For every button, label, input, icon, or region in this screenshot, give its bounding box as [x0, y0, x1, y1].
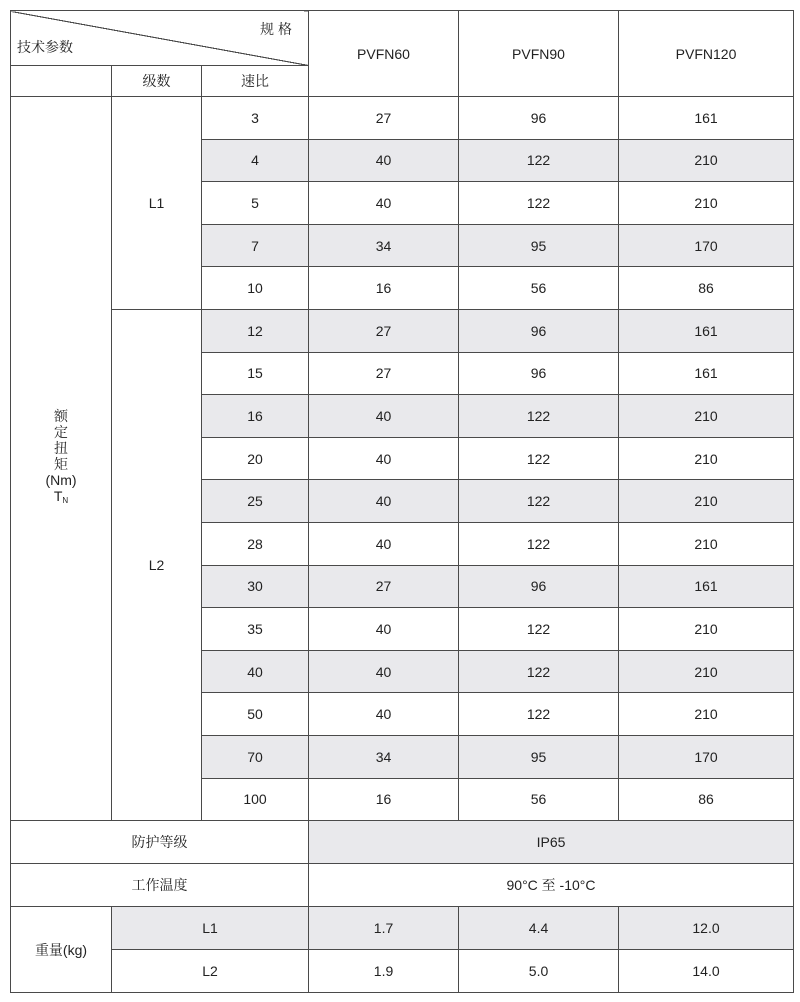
torque-value-cell: 161 — [619, 309, 794, 352]
torque-value-cell: 161 — [619, 97, 794, 140]
torque-value-cell: 27 — [309, 97, 459, 140]
ratio-cell: 40 — [202, 650, 309, 693]
weight-row — [11, 907, 794, 950]
torque-value-cell: 170 — [619, 224, 794, 267]
torque-value-cell: 27 — [309, 352, 459, 395]
torque-label-cell — [11, 97, 112, 821]
weight-value-cell: 4.4 — [459, 907, 619, 950]
torque-value-cell: 16 — [309, 267, 459, 310]
torque-value-cell: 210 — [619, 522, 794, 565]
ratio-cell: 100 — [202, 778, 309, 821]
ratio-cell: 20 — [202, 437, 309, 480]
model-header-3: PVFN120 — [619, 11, 794, 97]
torque-symbol-sub: N — [62, 496, 69, 506]
torque-value-cell: 40 — [309, 395, 459, 438]
torque-value-cell: 122 — [459, 182, 619, 225]
torque-value-cell: 40 — [309, 480, 459, 523]
torque-unit: (Nm) — [45, 472, 77, 489]
torque-value-cell: 210 — [619, 182, 794, 225]
temperature-row — [11, 864, 794, 907]
corner-spec-label: 规格 — [260, 21, 297, 37]
model-header-2: PVFN90 — [459, 11, 619, 97]
ratio-cell: 50 — [202, 693, 309, 736]
weight-value-cell: 12.0 — [619, 907, 794, 950]
spec-table — [10, 10, 794, 993]
torque-value-cell: 40 — [309, 522, 459, 565]
torque-value-cell: 40 — [309, 608, 459, 651]
ratio-cell: 16 — [202, 395, 309, 438]
ratio-cell: 15 — [202, 352, 309, 395]
torque-value-cell: 27 — [309, 309, 459, 352]
torque-label-char: 额 — [53, 408, 68, 425]
torque-value-cell: 210 — [619, 650, 794, 693]
ratio-cell: 30 — [202, 565, 309, 608]
torque-value-cell: 122 — [459, 395, 619, 438]
weight-value-cell: 5.0 — [459, 950, 619, 993]
torque-value-cell: 122 — [459, 650, 619, 693]
protection-value: IP65 — [309, 821, 794, 864]
weight-stage-cell: L1 — [112, 907, 309, 950]
corner-param-label: 技术参数 — [17, 39, 73, 55]
torque-label-char: 矩 — [53, 456, 68, 473]
torque-value-cell: 96 — [459, 97, 619, 140]
model-header-1: PVFN60 — [309, 11, 459, 97]
torque-label-char: 扭 — [53, 440, 68, 457]
stage-cell: L2 — [112, 309, 202, 820]
torque-value-cell: 40 — [309, 437, 459, 480]
torque-value-cell: 16 — [309, 778, 459, 821]
torque-value-cell: 56 — [459, 778, 619, 821]
ratio-cell: 10 — [202, 267, 309, 310]
ratio-cell: 4 — [202, 139, 309, 182]
torque-value-cell: 210 — [619, 437, 794, 480]
weight-value-cell: 14.0 — [619, 950, 794, 993]
table-row — [11, 97, 794, 140]
ratio-cell: 5 — [202, 182, 309, 225]
torque-value-cell: 210 — [619, 693, 794, 736]
ratio-cell: 70 — [202, 735, 309, 778]
torque-value-cell: 86 — [619, 267, 794, 310]
header-row-1 — [11, 11, 794, 66]
torque-value-cell: 56 — [459, 267, 619, 310]
stage-column-header: 级数 — [112, 66, 202, 97]
weight-stage-cell: L2 — [112, 950, 309, 993]
torque-value-cell: 122 — [459, 693, 619, 736]
torque-value-cell: 95 — [459, 735, 619, 778]
torque-value-cell: 40 — [309, 182, 459, 225]
spec-table-body — [11, 11, 794, 993]
torque-value-cell: 96 — [459, 565, 619, 608]
weight-row — [11, 950, 794, 993]
torque-value-cell: 27 — [309, 565, 459, 608]
ratio-cell: 35 — [202, 608, 309, 651]
ratio-cell: 7 — [202, 224, 309, 267]
torque-value-cell: 40 — [309, 693, 459, 736]
ratio-cell: 3 — [202, 97, 309, 140]
torque-value-cell: 210 — [619, 608, 794, 651]
torque-value-cell: 170 — [619, 735, 794, 778]
torque-value-cell: 122 — [459, 437, 619, 480]
protection-label: 防护等级 — [11, 821, 309, 864]
stage-cell: L1 — [112, 97, 202, 310]
torque-value-cell: 86 — [619, 778, 794, 821]
torque-value-cell: 96 — [459, 309, 619, 352]
temperature-value: 90°C 至 -10°C — [309, 864, 794, 907]
torque-value-cell: 122 — [459, 480, 619, 523]
torque-value-cell: 161 — [619, 565, 794, 608]
temperature-label: 工作温度 — [11, 864, 309, 907]
torque-label — [45, 408, 76, 509]
torque-value-cell: 95 — [459, 224, 619, 267]
torque-value-cell: 96 — [459, 352, 619, 395]
ratio-cell: 12 — [202, 309, 309, 352]
torque-value-cell: 210 — [619, 139, 794, 182]
torque-label-char: 定 — [53, 424, 68, 441]
torque-value-cell: 122 — [459, 608, 619, 651]
header-corner-cell — [11, 11, 309, 66]
torque-value-cell: 122 — [459, 522, 619, 565]
ratio-cell: 25 — [202, 480, 309, 523]
torque-value-cell: 34 — [309, 224, 459, 267]
torque-value-cell: 161 — [619, 352, 794, 395]
weight-value-cell: 1.9 — [309, 950, 459, 993]
torque-value-cell: 122 — [459, 139, 619, 182]
torque-value-cell: 40 — [309, 139, 459, 182]
torque-value-cell: 210 — [619, 480, 794, 523]
ratio-cell: 28 — [202, 522, 309, 565]
torque-value-cell: 40 — [309, 650, 459, 693]
table-row — [11, 309, 794, 352]
torque-symbol-main: T — [53, 488, 63, 505]
torque-symbol — [45, 488, 76, 509]
torque-value-cell: 34 — [309, 735, 459, 778]
weight-value-cell: 1.7 — [309, 907, 459, 950]
torque-value-cell: 210 — [619, 395, 794, 438]
ratio-column-header: 速比 — [202, 66, 309, 97]
header-blank-cell — [11, 66, 112, 97]
weight-label: 重量(kg) — [11, 907, 112, 993]
protection-row — [11, 821, 794, 864]
